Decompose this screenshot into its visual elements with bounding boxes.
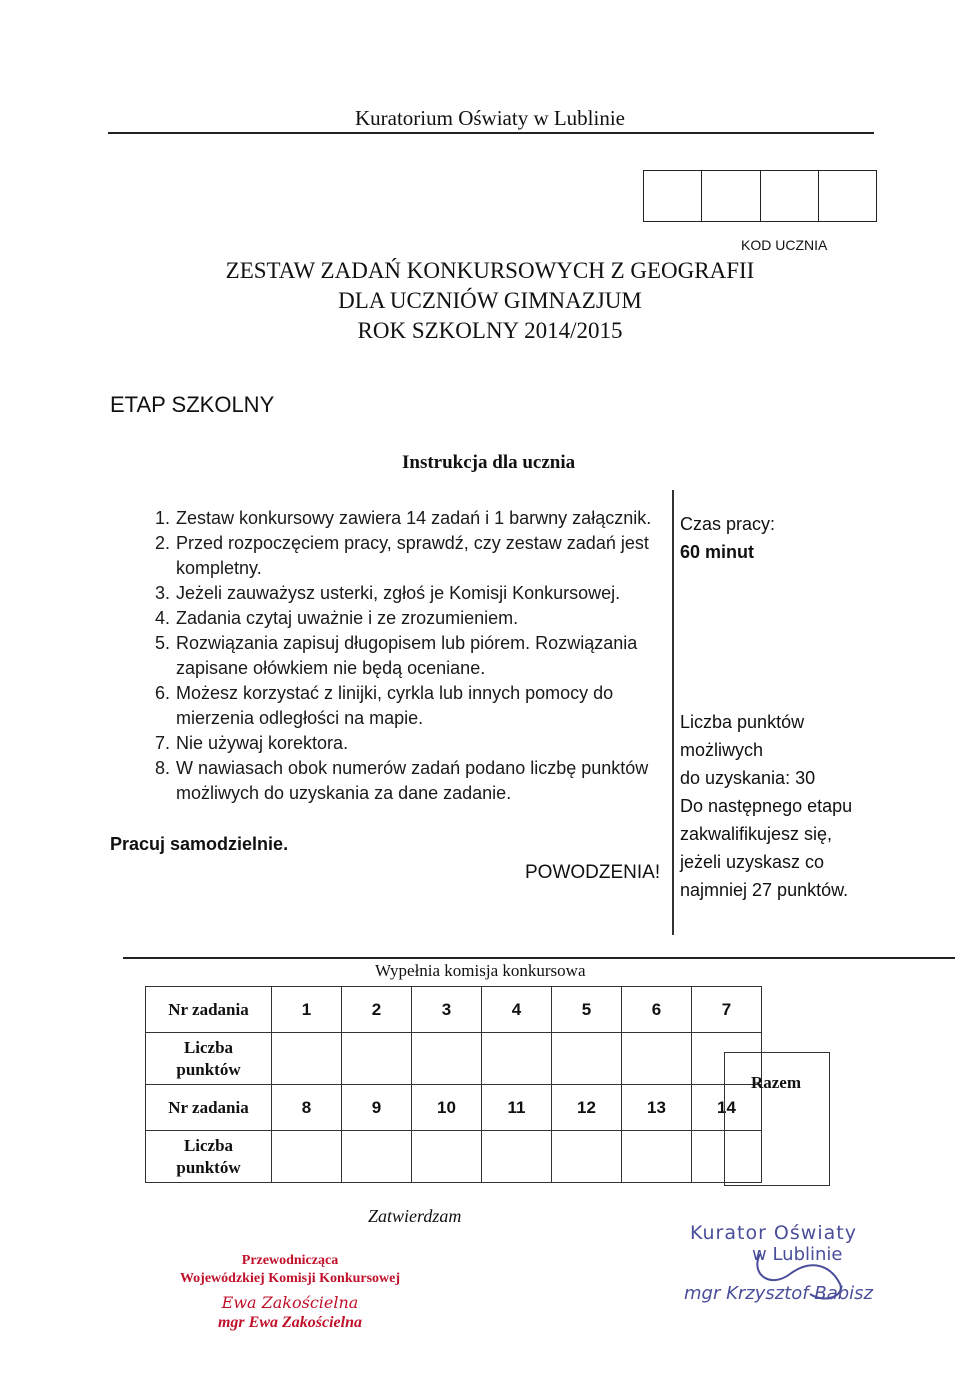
points-cell[interactable] xyxy=(272,1131,342,1183)
instruction-text: Możesz korzystać z linijki, cyrkla lub innych pomocy do mierzenia odległości na mapie. xyxy=(176,683,614,728)
points-cell[interactable] xyxy=(552,1131,622,1183)
task-number: 11 xyxy=(482,1085,552,1131)
task-number: 10 xyxy=(412,1085,482,1131)
points-cell[interactable] xyxy=(482,1033,552,1085)
code-cell[interactable] xyxy=(819,171,876,221)
instruction-text: Zadania czytaj uważnie i ze zrozumieniem. xyxy=(176,608,519,628)
time-value: 60 minut xyxy=(680,542,755,562)
instruction-text: W nawiasach obok numerów zadań podano liczbę punktów możliwych do uzyskania za dane zadanie. xyxy=(176,758,649,803)
instruction-item xyxy=(130,681,670,731)
instruction-item xyxy=(130,606,670,631)
work-alone-note: Pracuj samodzielnie. xyxy=(110,834,289,854)
signature-scribble-icon xyxy=(690,1234,880,1304)
instruction-item xyxy=(130,531,670,581)
task-number: 1 xyxy=(272,987,342,1033)
instruction-text: Jeżeli zauważysz usterki, zgłoś je Komisji Konkursowej. xyxy=(176,583,621,603)
instruction-text: Zestaw konkursowy zawiera 14 zadań i 1 barwny załącznik. xyxy=(176,508,652,528)
task-number: 4 xyxy=(482,987,552,1033)
instruction-item xyxy=(130,506,670,531)
table-divider xyxy=(123,957,955,959)
instruction-item xyxy=(130,581,670,606)
code-cell[interactable] xyxy=(644,171,702,221)
instruction-number: 2. xyxy=(154,533,170,553)
stamp-subtitle: w Lublinie xyxy=(752,1244,843,1265)
qualification-line: jeżeli uzyskasz co xyxy=(680,852,825,872)
task-number: 2 xyxy=(342,987,412,1033)
good-luck-text: POWODZENIA! xyxy=(525,862,661,883)
task-number: 5 xyxy=(552,987,622,1033)
instruction-text: Przed rozpoczęciem pracy, sprawdź, czy zestaw zadań jest kompletny. xyxy=(176,533,649,578)
instructions-list xyxy=(130,506,670,806)
student-code-label: KOD UCZNIA xyxy=(741,237,828,253)
points-cell[interactable] xyxy=(272,1033,342,1085)
sidebar-divider xyxy=(672,490,674,935)
committee-caption: Wypełnia komisja konkursowa xyxy=(375,961,586,980)
points-cell[interactable] xyxy=(482,1131,552,1183)
title-line-2: DLA UCZNIÓW GIMNAZJUM xyxy=(338,288,642,313)
points-line: Liczba punktów xyxy=(680,712,805,732)
points-cell[interactable] xyxy=(552,1033,622,1085)
points-cell[interactable] xyxy=(412,1131,482,1183)
points-cell[interactable] xyxy=(342,1131,412,1183)
task-number: 6 xyxy=(622,987,692,1033)
instructions-heading: Instrukcja dla ucznia xyxy=(402,452,576,473)
code-cell[interactable] xyxy=(761,171,819,221)
instruction-number: 4. xyxy=(154,608,170,628)
total-label: Razem xyxy=(750,1073,802,1092)
points-cell[interactable] xyxy=(342,1033,412,1085)
handwritten-signature: Ewa Zakościelna xyxy=(221,1293,359,1312)
stamp-title: Kurator Oświaty xyxy=(690,1222,857,1244)
signatory-name: mgr Ewa Zakościelna xyxy=(217,1314,362,1331)
score-table xyxy=(145,986,762,1183)
stamp-subtitle: Wojewódzkiej Komisji Konkursowej xyxy=(179,1271,401,1286)
institution-header: Kuratorium Oświaty w Lublinie xyxy=(354,106,626,130)
row-label-task: Nr zadania xyxy=(146,987,272,1033)
task-number: 8 xyxy=(272,1085,342,1131)
points-label-line: Liczba xyxy=(183,1135,234,1155)
points-label-line: Liczba xyxy=(183,1037,234,1057)
time-label: Czas pracy: xyxy=(680,514,776,534)
instruction-item xyxy=(130,731,670,756)
chairwoman-stamp xyxy=(160,1252,420,1332)
points-cell[interactable] xyxy=(622,1033,692,1085)
points-info xyxy=(680,708,852,904)
points-cell[interactable] xyxy=(412,1033,482,1085)
instruction-number: 1. xyxy=(154,508,170,528)
instruction-item xyxy=(130,631,670,681)
signatory-name: mgr Krzysztof Babisz xyxy=(684,1283,873,1304)
instruction-number: 7. xyxy=(154,733,170,753)
task-number: 14 xyxy=(692,1085,762,1131)
points-label-line: punktów xyxy=(176,1059,241,1079)
task-number: 7 xyxy=(692,987,762,1033)
qualification-line: najmniej 27 punktów. xyxy=(680,880,849,900)
title-line-3: ROK SZKOLNY 2014/2015 xyxy=(357,318,623,343)
stage-label: ETAP SZKOLNY xyxy=(110,392,275,417)
student-code-boxes[interactable] xyxy=(643,170,877,222)
stamp-title: Przewodnicząca xyxy=(241,1253,339,1268)
qualification-line: zakwalifikujesz się, xyxy=(680,824,833,844)
approval-label: Zatwierdzam xyxy=(368,1206,462,1226)
instruction-number: 3. xyxy=(154,583,170,603)
instruction-number: 8. xyxy=(154,758,170,778)
task-number: 13 xyxy=(622,1085,692,1131)
qualification-line: Do następnego etapu xyxy=(680,796,853,816)
points-cell[interactable] xyxy=(622,1131,692,1183)
instruction-text: Nie używaj korektora. xyxy=(176,733,349,753)
points-label-line: punktów xyxy=(176,1157,241,1177)
task-number: 9 xyxy=(342,1085,412,1131)
instruction-number: 6. xyxy=(154,683,170,703)
instruction-item xyxy=(130,756,670,806)
instruction-number: 5. xyxy=(154,633,170,653)
task-number: 3 xyxy=(412,987,482,1033)
row-label-points xyxy=(146,1131,272,1183)
task-number: 12 xyxy=(552,1085,622,1131)
row-label-task: Nr zadania xyxy=(146,1085,272,1131)
header-divider xyxy=(108,132,874,134)
points-line: do uzyskania: 30 xyxy=(680,768,816,788)
row-label-points xyxy=(146,1033,272,1085)
code-cell[interactable] xyxy=(702,171,760,221)
instruction-text: Rozwiązania zapisuj długopisem lub piórem. Rozwiązania zapisane ołówkiem nie będą oceniane. xyxy=(176,633,638,678)
points-line: możliwych xyxy=(680,740,764,760)
curator-stamp xyxy=(684,1222,880,1304)
title-line-1: ZESTAW ZADAŃ KONKURSOWYCH Z GEOGRAFII xyxy=(225,258,755,283)
